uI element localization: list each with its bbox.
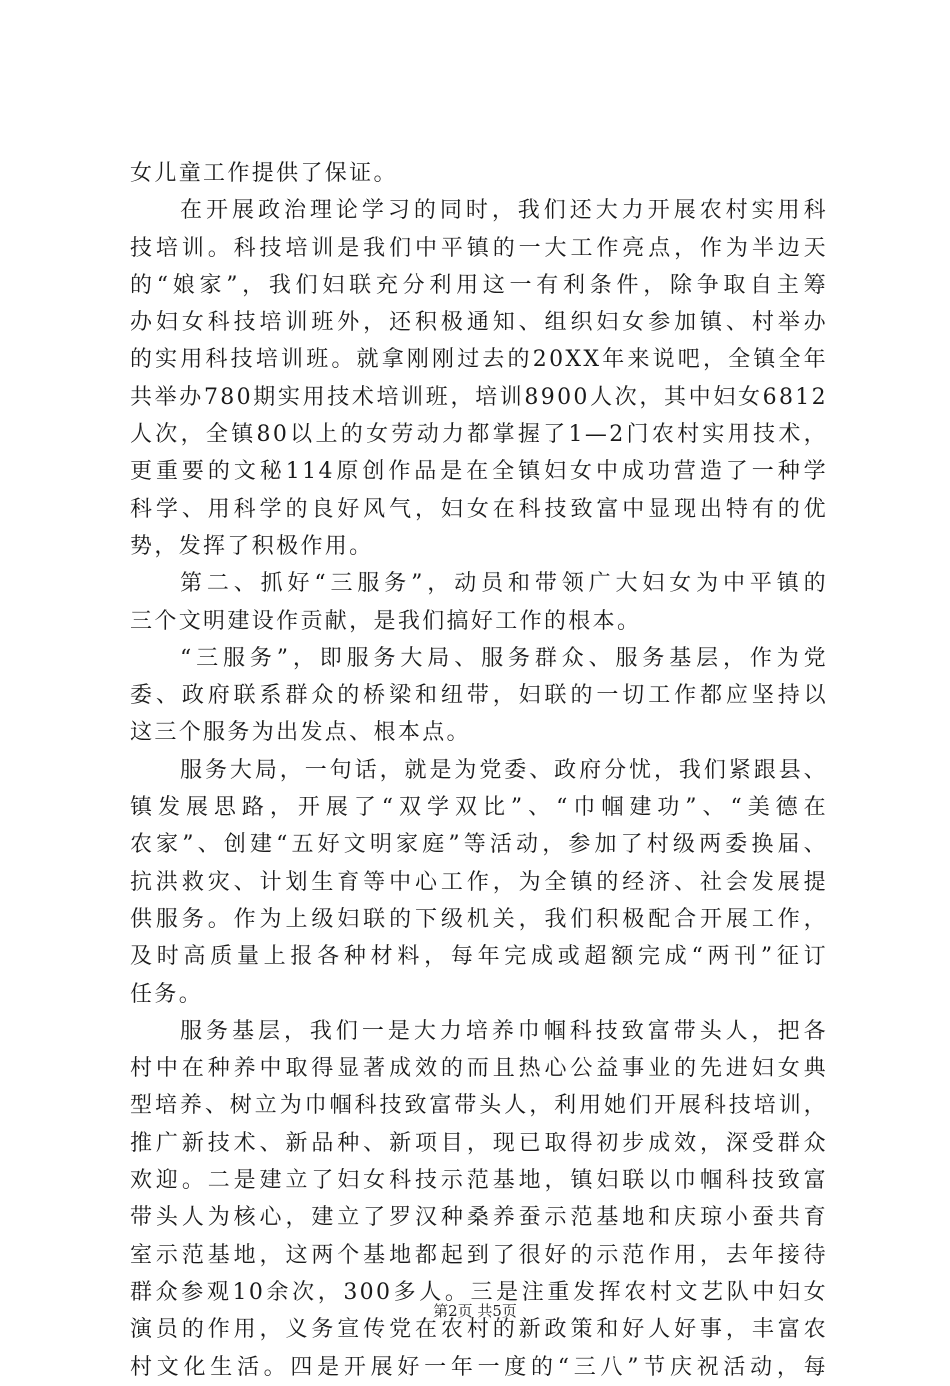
text-line: 村中在种养中取得显著成效的而且热心公益事业的先进妇女典 (130, 1056, 828, 1082)
text-line: 室示范基地，这两个基地都起到了很好的示范作用，去年接待 (130, 1242, 828, 1268)
text-line: 共举办780期实用技术培训班，培训8900人次，其中妇女6812 (130, 384, 828, 410)
text-line: 在开展政治理论学习的同时，我们还大力开展农村实用科 (180, 198, 828, 224)
text-line: 带头人为核心，建立了罗汉种桑养蚕示范基地和庆琼小蚕共育 (130, 1205, 828, 1231)
text-line: 人次，全镇80以上的女劳动力都掌握了1—2门农村实用技术， (130, 422, 828, 448)
text-line: 镇发展思路，开展了“双学双比”、“巾帼建功”、“美德在 (130, 795, 828, 821)
text-line: 型培养、树立为巾帼科技致富带头人，利用她们开展科技培训， (130, 1093, 828, 1119)
text-line: 办妇女科技培训班外，还积极通知、组织妇女参加镇、村举办 (130, 310, 828, 336)
text-line: 第二、抓好“三服务”，动员和带领广大妇女为中平镇的 (180, 571, 828, 597)
text-line: 演员的作用，义务宣传党在农村的新政策和好人好事，丰富农 (130, 1317, 828, 1343)
text-line: 推广新技术、新品种、新项目，现已取得初步成效，深受群众 (130, 1130, 828, 1156)
text-line: 委、政府联系群众的桥梁和纽带，妇联的一切工作都应坚持以 (130, 683, 828, 709)
text-line: 的实用科技培训班。就拿刚刚过去的20XX年来说吧，全镇全年 (130, 347, 828, 373)
text-line: 抗洪救灾、计划生育等中心工作，为全镇的经济、社会发展提 (130, 869, 828, 895)
text-line: 科学、用科学的良好风气，妇女在科技致富中显现出特有的优 (130, 496, 828, 522)
text-line: 的“娘家”，我们妇联充分利用这一有利条件，除争取自主筹 (130, 272, 828, 298)
text-line: 供服务。作为上级妇联的下级机关，我们积极配合开展工作， (130, 906, 828, 932)
text-line: 更重要的文秘114原创作品是在全镇妇女中成功营造了一种学 (130, 459, 828, 485)
page-number-label: 第2页 共5页 (433, 1302, 517, 1320)
document-body (130, 155, 828, 1386)
text-line: 欢迎。二是建立了妇女科技示范基地，镇妇联以巾帼科技致富 (130, 1168, 828, 1194)
text-line: 这三个服务为出发点、根本点。 (130, 720, 471, 746)
text-line: 农家”、创建“五好文明家庭”等活动，参加了村级两委换届、 (130, 832, 828, 858)
text-line: 群众参观10余次，300多人。三是注重发挥农村文艺队中妇女 (130, 1279, 828, 1305)
text-line: 服务基层，我们一是大力培养巾帼科技致富带头人，把各 (180, 1018, 828, 1044)
text-line: 及时高质量上报各种材料，每年完成或超额完成“两刊”征订 (130, 944, 828, 970)
text-line: 女儿童工作提供了保证。 (130, 161, 398, 186)
text-line: 村文化生活。四是开展好一年一度的“三八”节庆祝活动，每 (130, 1354, 828, 1380)
text-line: 势，发挥了积极作用。 (130, 533, 374, 559)
page-footer (0, 1300, 950, 1321)
text-line: 任务。 (130, 981, 204, 1007)
text-line: “三服务”，即服务大局、服务群众、服务基层，作为党 (180, 645, 828, 671)
text-line: 三个文明建设作贡献，是我们搞好工作的根本。 (130, 608, 642, 634)
text-line: 服务大局，一句话，就是为党委、政府分忧，我们紧跟县、 (180, 757, 828, 783)
text-line: 技培训。科技培训是我们中平镇的一大工作亮点，作为半边天 (130, 235, 828, 261)
